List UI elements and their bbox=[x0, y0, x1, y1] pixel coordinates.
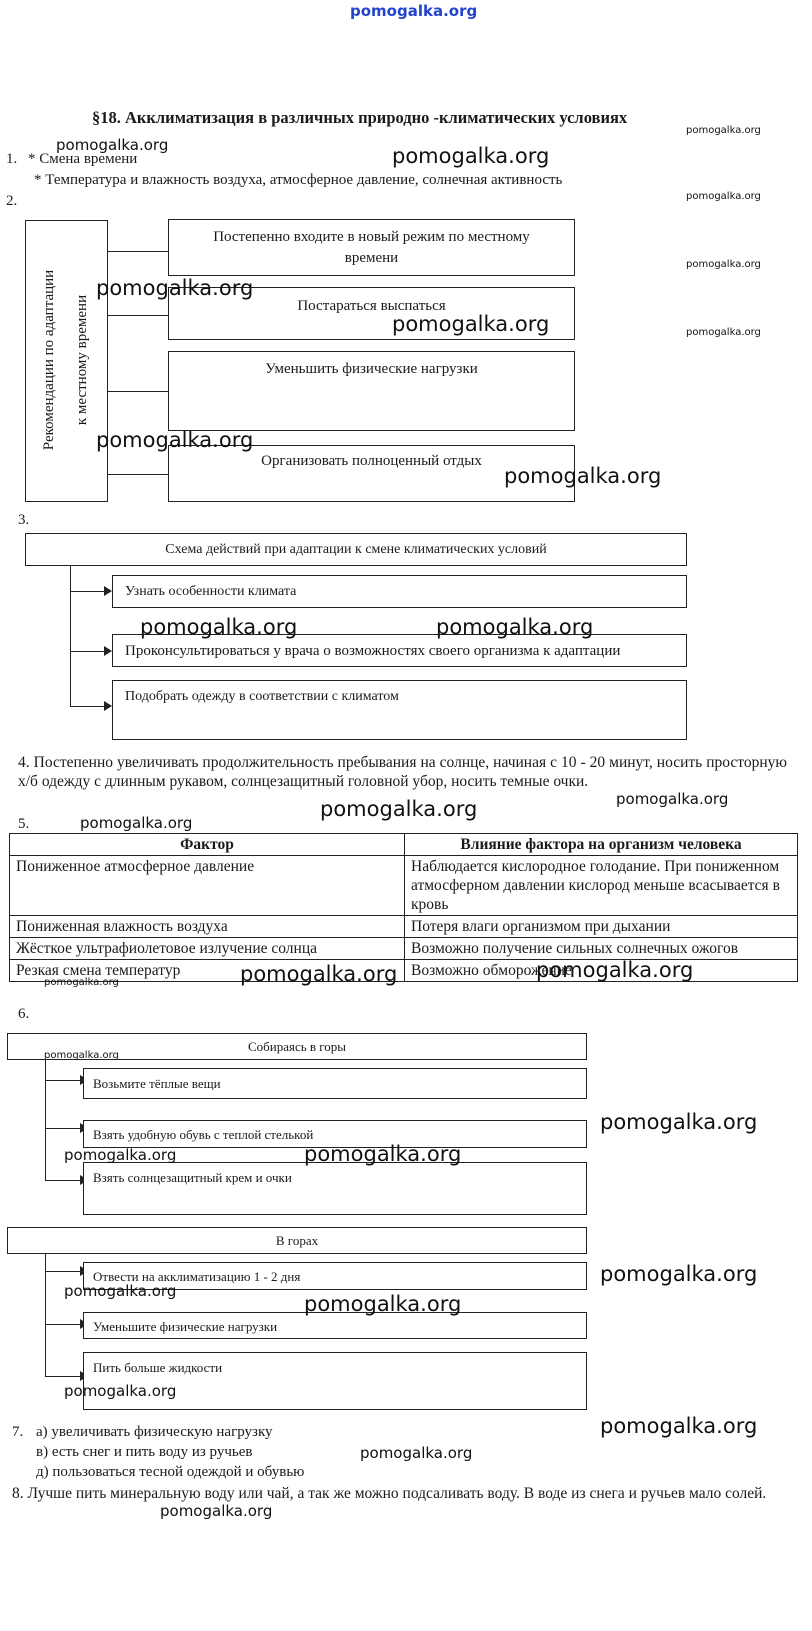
q6-number: 6. bbox=[18, 1006, 30, 1022]
q2-item-box bbox=[168, 219, 575, 276]
watermark: pomogalka.org bbox=[304, 1142, 462, 1166]
watermark: pomogalka.org bbox=[392, 144, 550, 168]
q7-line: в) есть снег и пить воду из ручьев bbox=[36, 1444, 253, 1460]
table-cell: Возможно получение сильных солнечных ожогов bbox=[405, 938, 798, 960]
q6-item-text: Взять удобную обувь с теплой стелькой bbox=[93, 1127, 314, 1142]
watermark: pomogalka.org bbox=[686, 125, 761, 136]
q3-item-text: Подобрать одежду в соответствии с климатом bbox=[125, 689, 399, 704]
q6-connector bbox=[45, 1376, 81, 1377]
q3-arrow bbox=[104, 701, 112, 711]
watermark: pomogalka.org bbox=[600, 1414, 758, 1438]
q6-item-box bbox=[83, 1068, 587, 1099]
q4-text: 4. Постепенно увеличивать продолжительность пребывания на солнце, начиная с 10 - 20 минут, носить просторную х/б одежду с длинным рукавом, солнцезащитный головной убор, носить темные очки. bbox=[18, 754, 787, 790]
watermark: pomogalka.org bbox=[80, 814, 193, 832]
watermark: pomogalka.org bbox=[536, 958, 694, 982]
table-cell: Потеря влаги организмом при дыхании bbox=[405, 916, 798, 938]
q6-item-box bbox=[83, 1312, 587, 1339]
q2-connector bbox=[108, 391, 168, 392]
q6-item-text: Взять солнцезащитный крем и очки bbox=[93, 1170, 292, 1185]
table-header-row bbox=[10, 834, 798, 856]
watermark: pomogalka.org bbox=[64, 1282, 177, 1300]
q6-group1-header: Собираясь в горы bbox=[247, 1039, 347, 1054]
watermark: pomogalka.org bbox=[96, 276, 254, 300]
watermark: pomogalka.org bbox=[686, 259, 761, 270]
q6-item-text: Возьмите тёплые вещи bbox=[93, 1076, 221, 1091]
q6-connector bbox=[45, 1324, 81, 1325]
top-watermark: pomogalka.org bbox=[350, 2, 478, 20]
q8-text: 8. Лучше пить минеральную воду или чай, а так же можно подсаливать воду. В воде из снега и ручьев мало солей. bbox=[12, 1485, 767, 1502]
column-header: Влияние фактора на организм человека bbox=[405, 834, 798, 856]
table-cell: Жёсткое ультрафиолетовое излучение солнца bbox=[10, 938, 405, 960]
watermark: pomogalka.org bbox=[56, 136, 169, 154]
watermark: pomogalka.org bbox=[600, 1262, 758, 1286]
watermark: pomogalka.org bbox=[96, 428, 254, 452]
q1-number: 1. bbox=[6, 151, 18, 167]
q6-connector bbox=[45, 1080, 81, 1081]
q6-connector bbox=[45, 1180, 81, 1181]
table-row bbox=[10, 916, 798, 938]
q6-trunk-line bbox=[45, 1060, 46, 1180]
q2-item-box bbox=[168, 351, 575, 431]
watermark: pomogalka.org bbox=[304, 1292, 462, 1316]
q3-header-box bbox=[25, 533, 687, 566]
column-header: Фактор bbox=[10, 834, 405, 856]
q7-line: д) пользоваться тесной одеждой и обувью bbox=[36, 1464, 305, 1480]
table-row bbox=[10, 938, 798, 960]
watermark: pomogalka.org bbox=[360, 1444, 473, 1462]
q2-item-text: времени bbox=[344, 250, 399, 266]
table-cell: Наблюдается кислородное голодание. При пониженном атмосферном давлении кислород меньше всасывается в кровь bbox=[405, 856, 798, 916]
q5-number: 5. bbox=[18, 816, 30, 832]
watermark: pomogalka.org bbox=[240, 962, 398, 986]
q3-item-text: Узнать особенности климата bbox=[125, 584, 297, 599]
q6-item-box bbox=[83, 1162, 587, 1215]
q1-line2: * Температура и влажность воздуха, атмосферное давление, солнечная активность bbox=[34, 172, 563, 188]
table-cell: Резкая смена температур bbox=[10, 960, 405, 982]
watermark: pomogalka.org bbox=[44, 977, 119, 988]
q2-item-text: Уменьшить физические нагрузки bbox=[265, 361, 478, 377]
q2-vertical-label-line2: к местному времени bbox=[74, 294, 90, 426]
table-row bbox=[10, 856, 798, 916]
q6-item-text: Уменьшите физические нагрузки bbox=[93, 1319, 278, 1334]
watermark: pomogalka.org bbox=[64, 1146, 177, 1164]
q3-trunk-line bbox=[70, 566, 71, 706]
q3-header: Схема действий при адаптации к смене климатических условий bbox=[165, 542, 547, 557]
q2-item-text: Организовать полноценный отдых bbox=[261, 453, 482, 469]
watermark: pomogalka.org bbox=[160, 1502, 273, 1520]
watermark: pomogalka.org bbox=[64, 1382, 177, 1400]
q7-number: 7. bbox=[12, 1424, 24, 1440]
watermark: pomogalka.org bbox=[504, 464, 662, 488]
q2-item-text: Постепенно входите в новый режим по местному bbox=[213, 229, 530, 245]
q6-group2-header-box bbox=[7, 1227, 587, 1254]
watermark: pomogalka.org bbox=[436, 615, 594, 639]
watermark: pomogalka.org bbox=[392, 312, 550, 336]
q3-number: 3. bbox=[18, 512, 30, 528]
watermark: pomogalka.org bbox=[140, 615, 298, 639]
q3-arrow bbox=[104, 586, 112, 596]
q2-item-text: Постараться выспаться bbox=[297, 298, 446, 314]
q3-item-box bbox=[112, 575, 687, 608]
watermark: pomogalka.org bbox=[616, 790, 729, 808]
watermark: pomogalka.org bbox=[686, 191, 761, 202]
watermark: pomogalka.org bbox=[686, 327, 761, 338]
q3-connector bbox=[70, 651, 104, 652]
q3-item-box bbox=[112, 680, 687, 740]
q1-line1: * Смена времени bbox=[28, 151, 138, 167]
q2-connector bbox=[108, 474, 168, 475]
q6-item-text: Пить больше жидкости bbox=[93, 1360, 223, 1375]
q2-vertical-label-line1: Рекомендации по адаптации bbox=[41, 269, 57, 451]
q6-item-box bbox=[83, 1352, 587, 1410]
q6-item-text: Отвести на акклиматизацию 1 - 2 дня bbox=[93, 1269, 301, 1284]
q2-vertical-label bbox=[40, 270, 92, 450]
q2-connector bbox=[108, 251, 168, 252]
q3-arrow bbox=[104, 646, 112, 656]
q6-trunk-line bbox=[45, 1254, 46, 1376]
table-cell: Пониженная влажность воздуха bbox=[10, 916, 405, 938]
q6-connector bbox=[45, 1271, 81, 1272]
q3-connector bbox=[70, 591, 104, 592]
watermark: pomogalka.org bbox=[44, 1050, 119, 1061]
q2-number: 2. bbox=[6, 193, 18, 209]
q6-connector bbox=[45, 1128, 81, 1129]
table-cell: Пониженное атмосферное давление bbox=[10, 856, 405, 916]
q6-group2-header: В горах bbox=[275, 1233, 319, 1248]
watermark: pomogalka.org bbox=[600, 1110, 758, 1134]
q3-item-text: Проконсультироваться у врача о возможностях своего организма к адаптации bbox=[125, 643, 621, 659]
q3-connector bbox=[70, 706, 104, 707]
q2-connector bbox=[108, 315, 168, 316]
watermark: pomogalka.org bbox=[320, 797, 478, 821]
page-title: §18. Акклиматизация в различных природно -климатических условиях bbox=[92, 108, 628, 127]
q7-line: а) увеличивать физическую нагрузку bbox=[36, 1424, 273, 1440]
table-cell: Возможно обморожение bbox=[405, 960, 798, 982]
